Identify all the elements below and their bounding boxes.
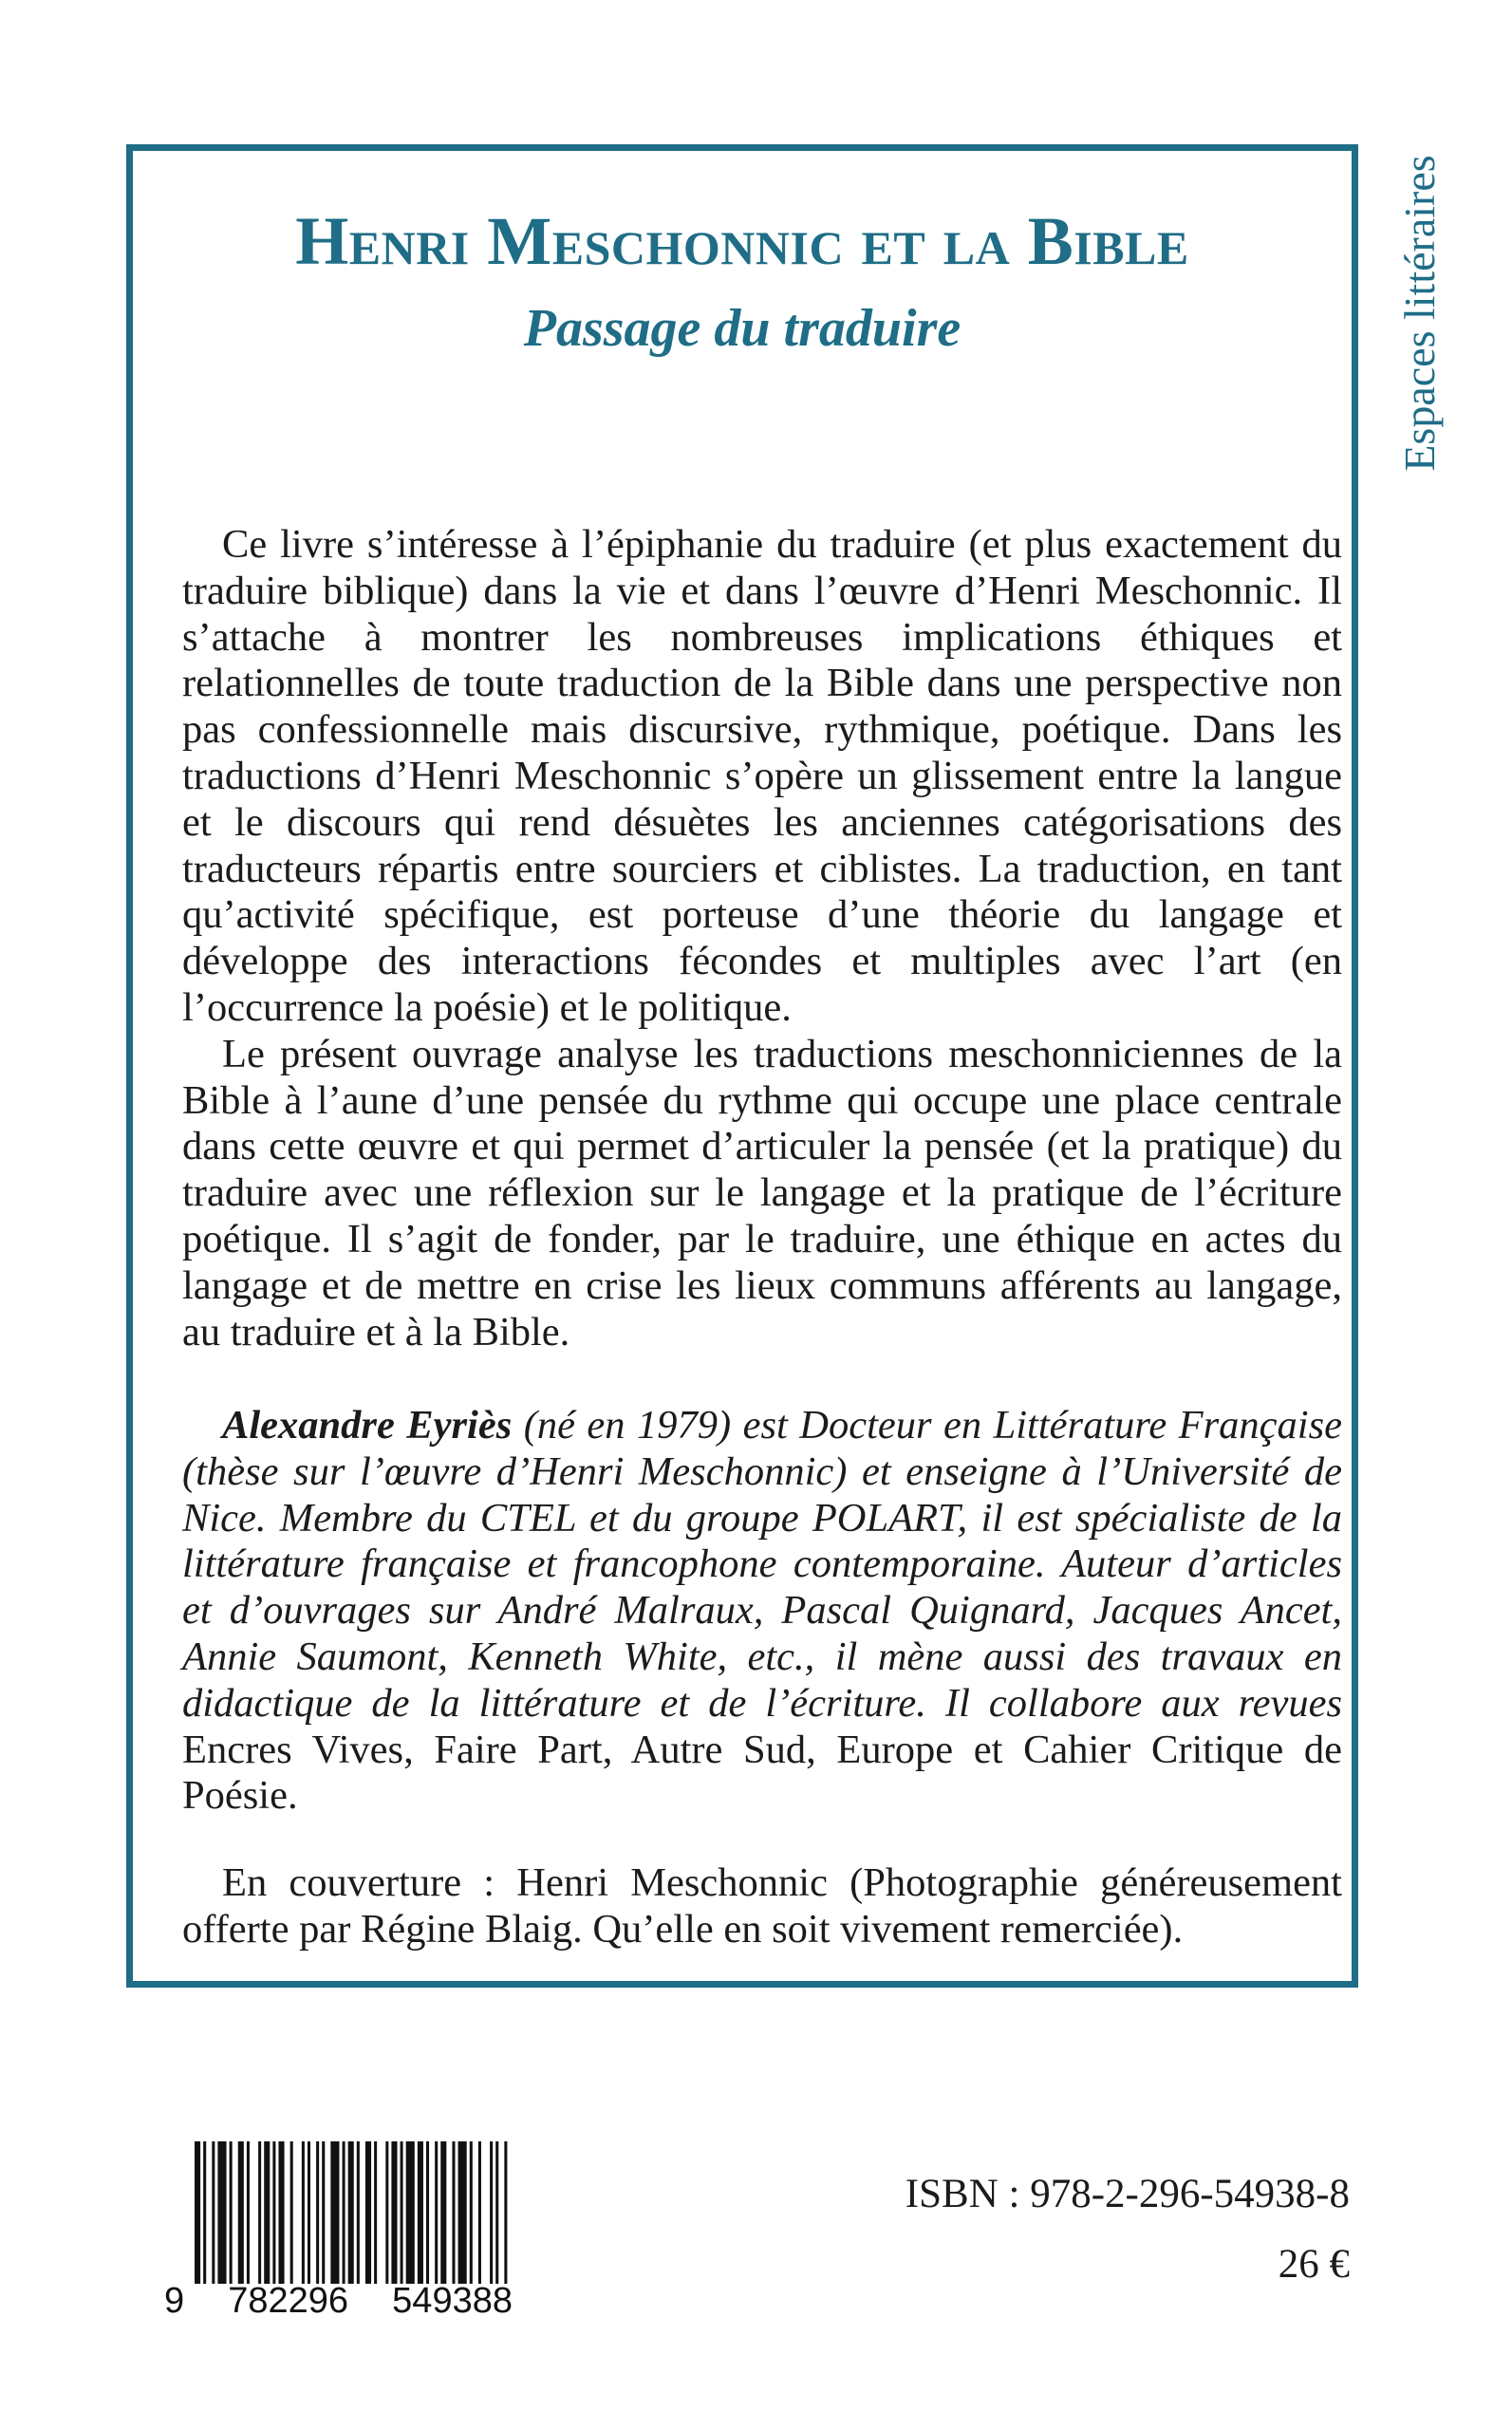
barcode-bar <box>357 2141 360 2284</box>
barcode-digits <box>164 2281 513 2321</box>
barcode-bar <box>374 2141 377 2284</box>
barcode-bar <box>391 2141 397 2284</box>
barcode-bar <box>258 2141 261 2284</box>
cover-credit-text: En couverture : Henri Meschonnic (Photographie généreusement offerte par Régine Blaig. Qu’elle en soit vivement remerciée). <box>182 1860 1342 1952</box>
author-bio-journals: Encres Vives, Faire Part, Autre Sud, Europe et Cahier Critique de Poésie. <box>182 1727 1342 1819</box>
book-price: 26 € <box>1278 2242 1350 2287</box>
barcode-bar <box>330 2141 339 2284</box>
barcode-bar <box>385 2141 388 2284</box>
book-subtitle: Passage du traduire <box>523 299 961 358</box>
barcode-bar <box>490 2141 493 2284</box>
barcode-bar <box>238 2141 244 2284</box>
author-bio-text: (né en 1979) est Docteur en Littérature Française (thèse sur l’œuvre d’Henri Meschonnic) et enseigne à l’Université de Nice. Membre du CTEL et du groupe POLART, il est spécialiste de la littérature française et francophone contemporaine. Auteur d’articles et d’ouvrages sur André Malraux, Pascal Quignard, Jacques Ancet, Annie Saumont, Kenneth White, etc., il mène aussi des travaux en didactique de la littérature et de l’écriture. Il collabore aux revues <box>182 1403 1342 1726</box>
barcode-bar <box>272 2141 275 2284</box>
barcode-bar <box>343 2141 345 2284</box>
barcode-bar <box>401 2141 403 2284</box>
author-name: Alexandre Eyriès <box>222 1403 513 1448</box>
barcode-bar <box>302 2141 305 2284</box>
barcode-bar <box>504 2141 507 2284</box>
barcode-bar <box>426 2141 429 2284</box>
barcode-bar <box>203 2141 206 2284</box>
barcode-bar <box>290 2141 293 2284</box>
barcode-bar <box>316 2141 319 2284</box>
barcode-bar <box>264 2141 270 2284</box>
barcode-bar <box>470 2141 473 2284</box>
book-title: Henri Meschonnic et la Bible <box>295 203 1189 279</box>
barcode-bar <box>495 2141 498 2284</box>
barcode-bar <box>212 2141 215 2284</box>
barcode-bar <box>348 2141 354 2284</box>
barcode-bar <box>278 2141 284 2284</box>
barcode-bar <box>452 2141 455 2284</box>
barcode-digit-group-1: 782296 <box>228 2281 349 2321</box>
barcode-bar <box>247 2141 250 2284</box>
author-bio-paragraph <box>182 1403 1342 1820</box>
series-name: Espaces littéraires <box>1394 155 1444 472</box>
author-biography <box>182 1403 1342 1820</box>
barcode-bar <box>406 2141 415 2284</box>
barcode-bar <box>458 2141 467 2284</box>
barcode-image <box>193 2141 513 2284</box>
barcode-bar <box>418 2141 423 2284</box>
barcode-bar <box>440 2141 446 2284</box>
barcode-bar <box>217 2141 226 2284</box>
barcode-bar <box>195 2141 200 2284</box>
spine-series-label <box>1393 133 1446 494</box>
barcode-bar <box>308 2141 310 2284</box>
cover-photo-credit <box>182 1860 1342 1953</box>
description-paragraph-2: Le présent ouvrage analyse les traductions meschonniciennes de la Bible à l’aune d’une pensée du rythme qui occupe une place centrale dans cette œuvre et qui permet d’articuler la pensée (et la pratique) du traduire avec une réflexion sur le langage et la pratique de l’écriture poétique. Il s’agit de fonder, par le traduire, une éthique en actes du langage et de mettre en crise les lieux communs afférents au langage, au traduire et à la Bible. <box>182 1031 1342 1354</box>
barcode-bar <box>230 2141 233 2284</box>
description-paragraph-1: Ce livre s’intéresse à l’épiphanie du traduire (et plus exactement du traduire biblique) dans la vie et dans l’œuvre d’Henri Meschonnic. Il s’attache à montrer les nombreuses implications éthiques et relationnelles de toute traduction de la Bible dans une perspective non pas confessionnelle mais discursive, rythmique, poétique. Dans les traductions d’Henri Meschonnic s’opère un glissement entre la langue et le discours qui rend désuètes les anciennes catégorisations des traducteurs répartis entre sourciers et ciblistes. La traduction, en tant qu’activité spécifique, est porteuse d’une théorie du langage et développe des interactions fécondes et multiples avec l’art (en l’occurrence la poésie) et le politique. <box>182 522 1342 1030</box>
barcode-bar <box>478 2141 481 2284</box>
isbn-number: ISBN : 978-2-296-54938-8 <box>905 2172 1350 2216</box>
barcode-bar <box>322 2141 325 2284</box>
barcode-lead-digit: 9 <box>164 2281 185 2321</box>
barcode-digit-group-2: 549388 <box>392 2281 513 2321</box>
barcode-bar <box>365 2141 371 2284</box>
barcode-bar <box>435 2141 438 2284</box>
book-description <box>182 522 1342 1355</box>
